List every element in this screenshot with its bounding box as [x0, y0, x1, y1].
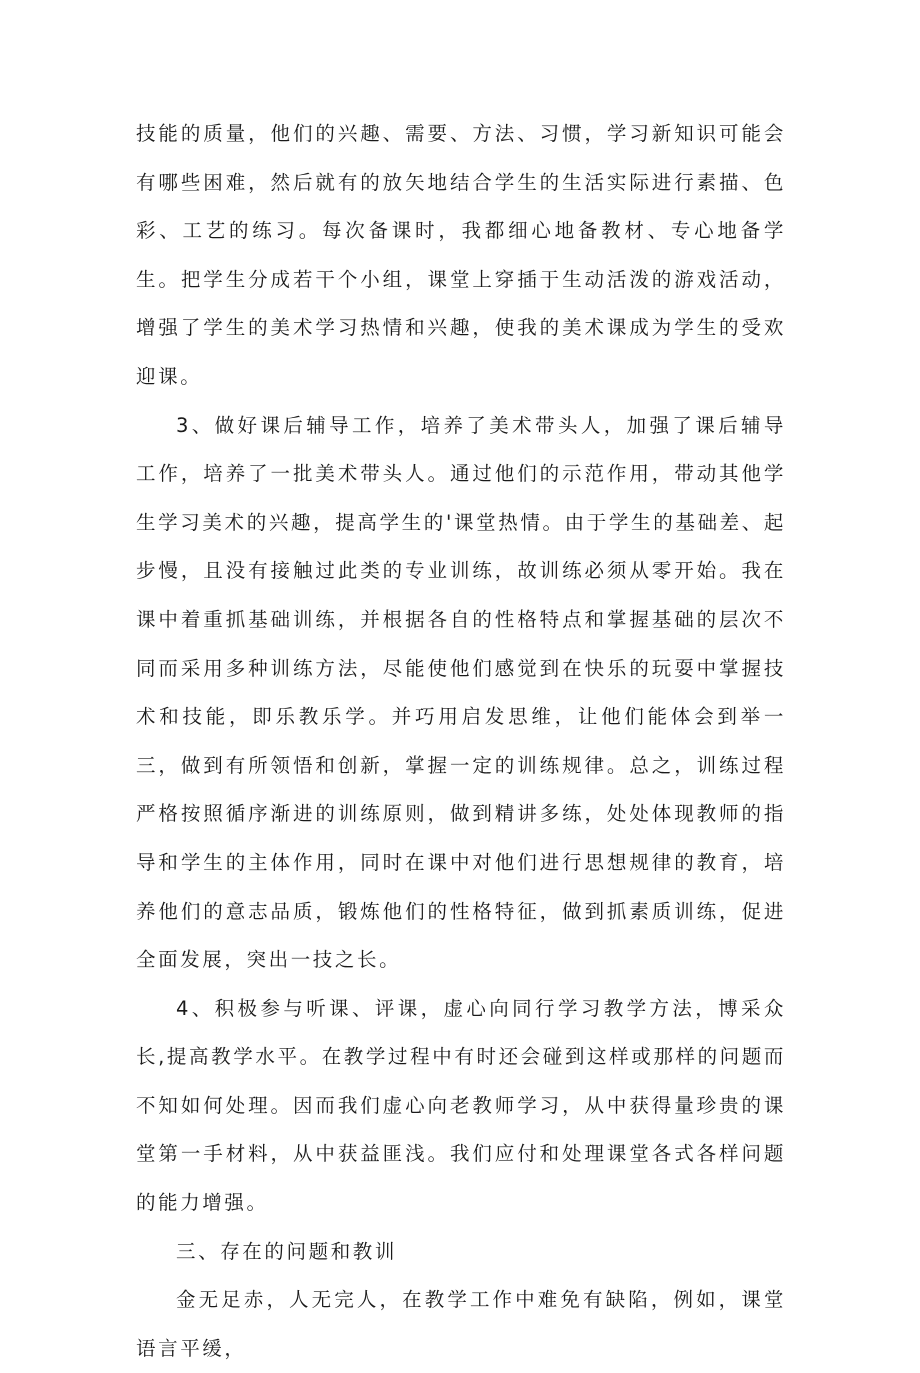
section-heading-problems: 三、存在的问题和教训 — [176, 1239, 398, 1263]
paragraph-lesson-prep: 技能的质量，他们的兴趣、需要、方法、习惯，学习新知识可能会有哪些困难，然后就有的放矢地结合学生的生活实际进行素描、色彩、工艺的练习。每次备课时，我都细心地备教材、专心地备学生。把学生分成若干个小组，课堂上穿插于生动活泼的游戏活动，增强了学生的美术学习热情和兴趣，使我的美术课成为学生的受欢迎课。 — [136, 122, 786, 388]
paragraph-lesson-observation: 4、积极参与听课、评课，虚心向同行学习教学方法，博采众长,提高教学水平。在教学过程中有时还会碰到这样或那样的问题而不知如何处理。因而我们虚心向老教师学习，从中获得量珍贵的课堂第一手材料，从中获益匪浅。我们应付和处理课堂各式各样问题的能力增强。 — [136, 996, 786, 1215]
paragraph-shortcomings: 金无足赤，人无完人，在教学工作中难免有缺陷，例如，课堂语言平缓， — [136, 1288, 786, 1360]
document-body — [136, 110, 786, 1373]
paragraph-after-class-tutoring: 3、做好课后辅导工作，培养了美术带头人，加强了课后辅导工作，培养了一批美术带头人。通过他们的示范作用，带动其他学生学习美术的兴趣，提高学生的'课堂热情。由于学生的基础差、起步慢，且没有接触过此类的专业训练，故训练必须从零开始。我在课中着重抓基础训练，并根据各自的性格特点和掌握基础的层次不同而采用多种训练方法，尽能使他们感觉到在快乐的玩耍中掌握技术和技能，即乐教乐学。并巧用启发思维，让他们能体会到举一三，做到有所领悟和创新，掌握一定的训练规律。总之，训练过程严格按照循序渐进的训练原则，做到精讲多练，处处体现教师的指导和学生的主体作用，同时在课中对他们进行思想规律的教育，培养他们的意志品质，锻炼他们的性格特征，做到抓素质训练，促进全面发展，突出一技之长。 — [136, 413, 786, 972]
